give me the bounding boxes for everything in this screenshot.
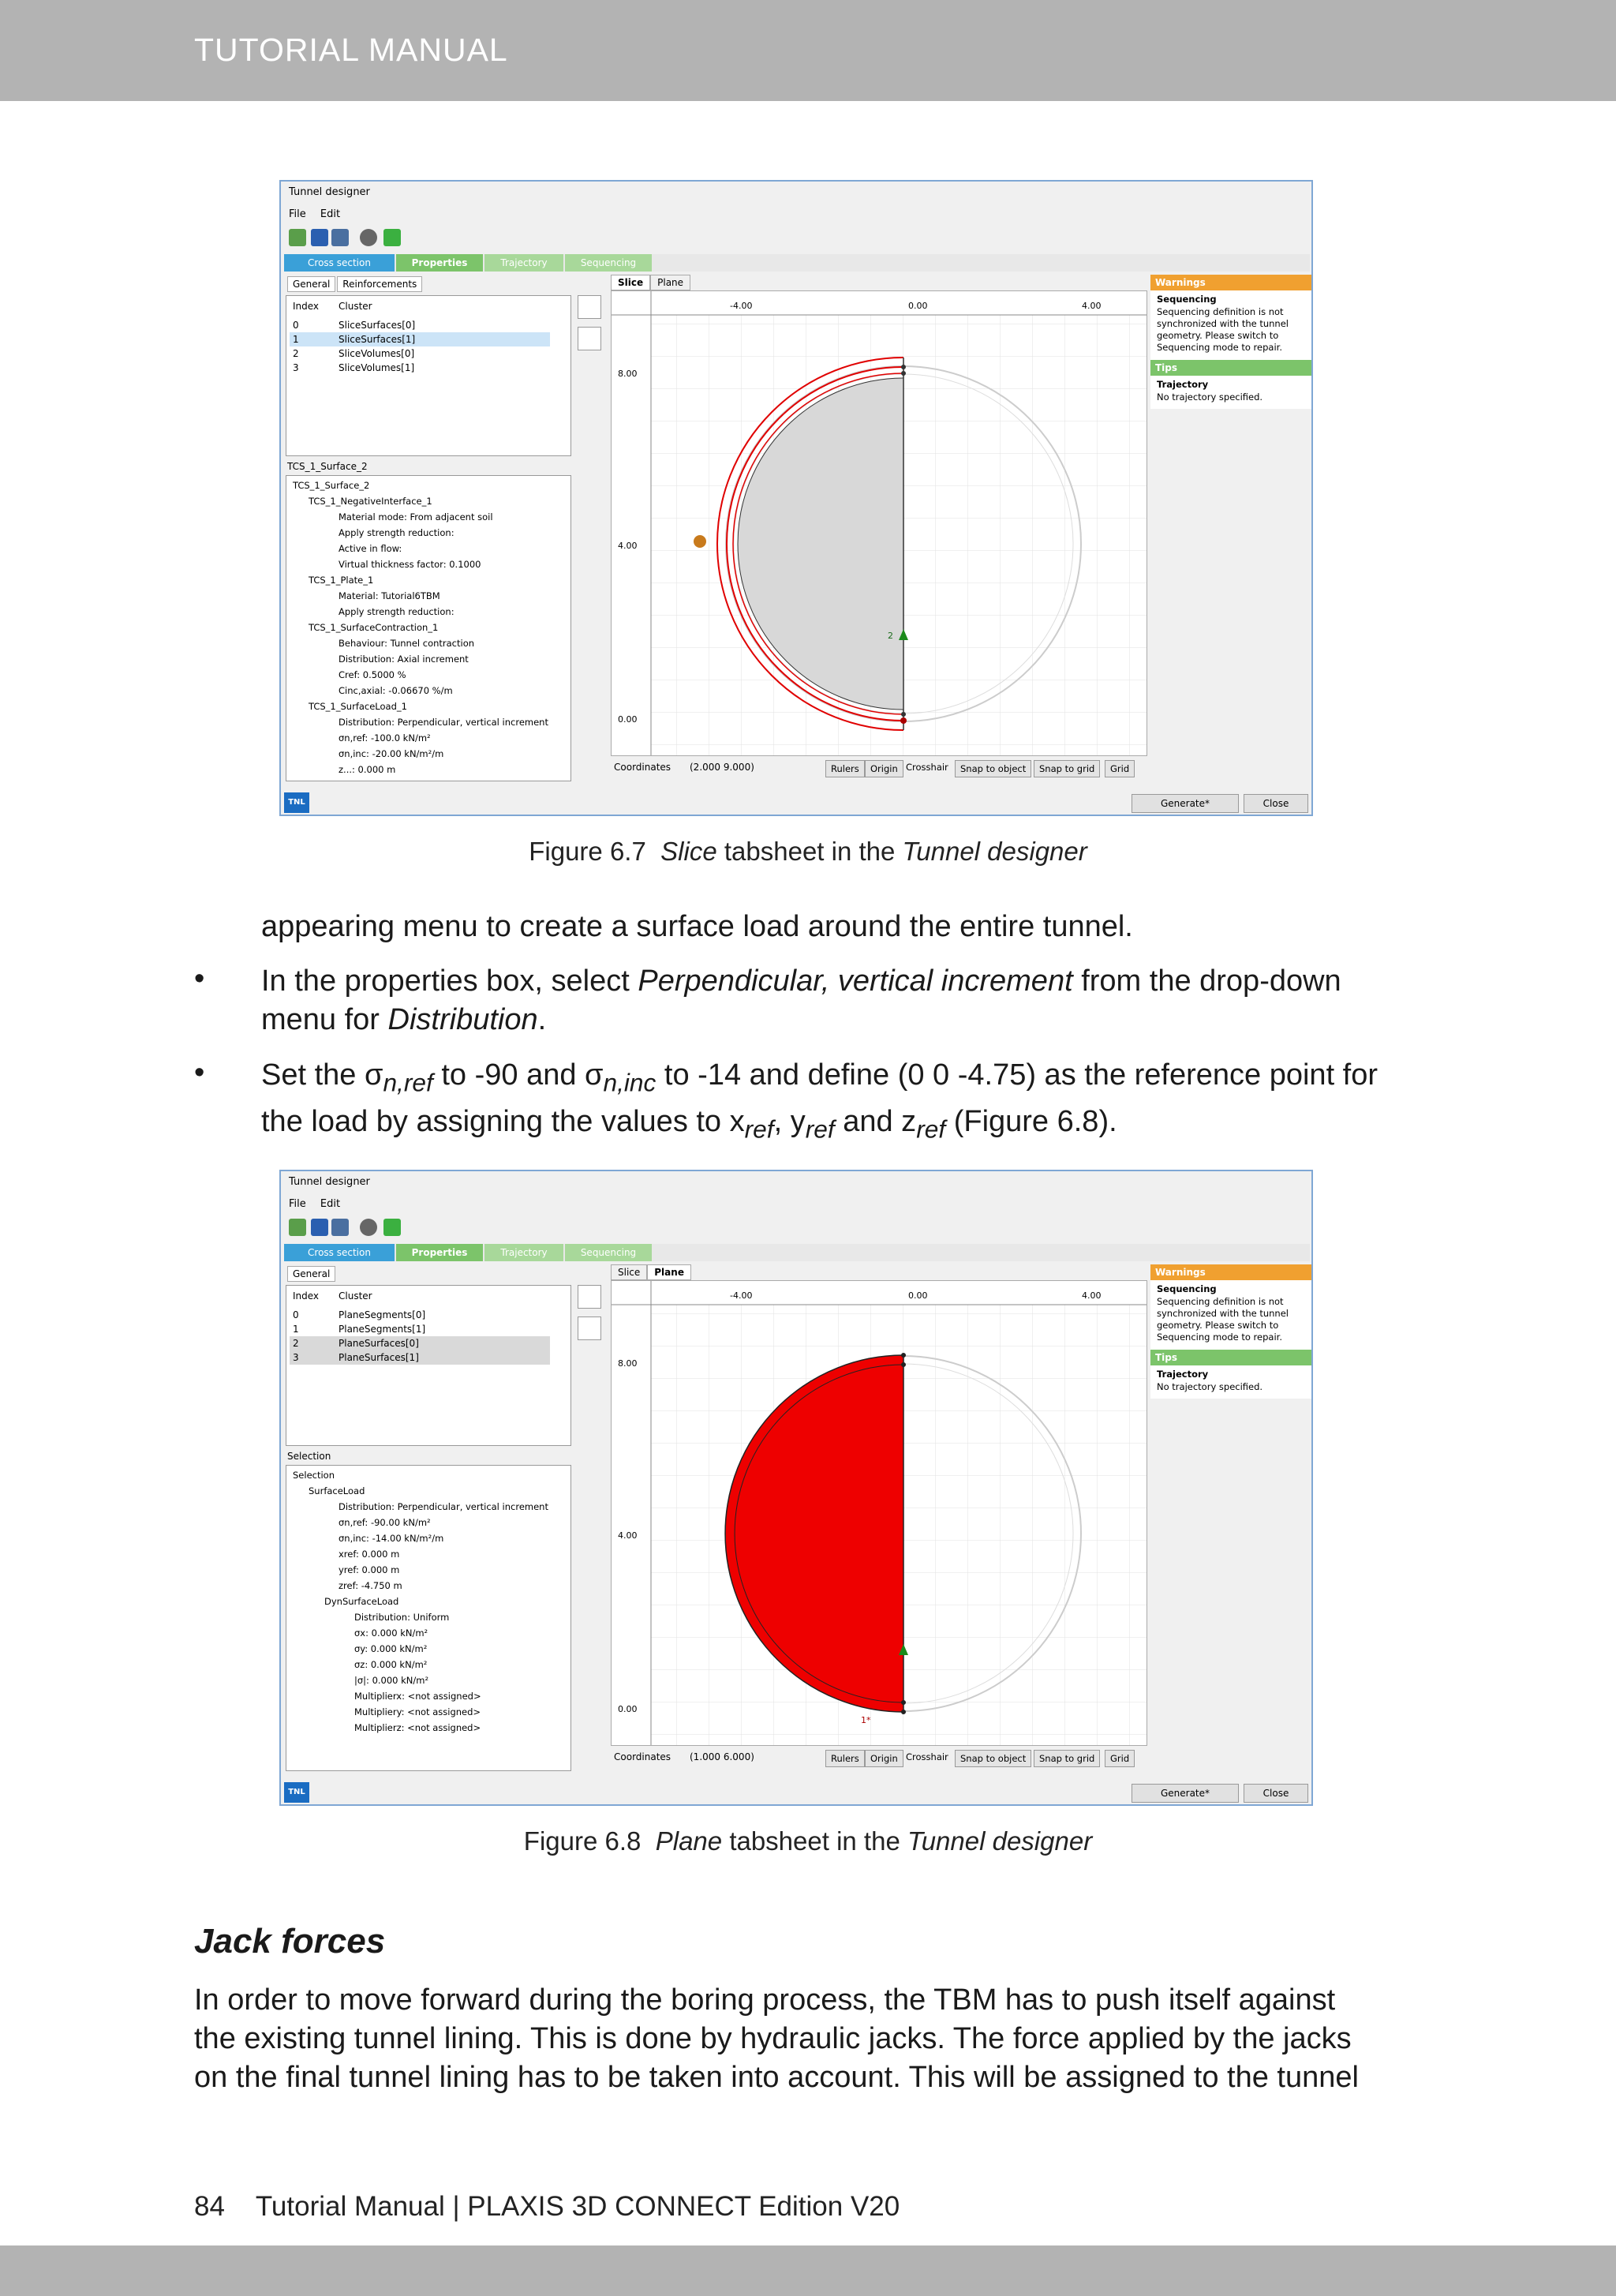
text: (Figure 6.8).: [945, 1104, 1117, 1138]
tree-node[interactable]: SurfaceLoad: [309, 1485, 365, 1496]
tree-leaf: xref: 0.000 m: [339, 1549, 400, 1560]
tips-header: Tips: [1150, 1350, 1311, 1365]
text: , y: [773, 1104, 806, 1138]
snap-to-grid-button[interactable]: Snap to grid: [1034, 1750, 1100, 1767]
step-cross-section[interactable]: Cross section: [284, 1244, 395, 1261]
left-tabs: [287, 1266, 337, 1282]
cluster-index: 3: [293, 1352, 299, 1363]
cluster-list: [286, 295, 571, 456]
tnl-logo-icon: TNL: [284, 792, 309, 813]
page-number: 84: [194, 2191, 225, 2222]
cluster-index: 2: [293, 1338, 299, 1349]
y-tick: 4.00: [618, 541, 638, 551]
rectangle-tool-icon[interactable]: [578, 1317, 601, 1340]
canvas-tabs: [611, 1264, 691, 1280]
snap-to-object-button[interactable]: Snap to object: [955, 760, 1031, 777]
subscript: ref: [744, 1114, 774, 1144]
tab-plane[interactable]: Plane: [650, 275, 690, 290]
properties-title: TCS_1_Surface_2: [287, 461, 368, 472]
grid-button[interactable]: Grid: [1105, 1750, 1135, 1767]
section-title: Jack forces: [194, 1922, 386, 1961]
footer-title: Tutorial Manual | PLAXIS 3D CONNECT Edition V20: [255, 2191, 900, 2222]
caption-italic: Tunnel designer: [902, 837, 1087, 866]
subscript: ref: [916, 1114, 946, 1144]
rulers-button[interactable]: Rulers: [825, 1750, 865, 1767]
x-tick: 4.00: [1082, 1290, 1102, 1301]
export-icon[interactable]: [331, 229, 349, 246]
tab-slice[interactable]: Slice: [611, 1264, 647, 1280]
step-sequencing[interactable]: Sequencing: [565, 1244, 652, 1261]
warning-text: Sequencing definition is not synchronized with the tunnel geometry. Please switch to Sequencing mode to repair.: [1157, 306, 1289, 353]
cluster-name: SliceSurfaces[1]: [339, 334, 416, 345]
caption-number: Figure 6.8: [523, 1826, 642, 1856]
page-header: [0, 0, 1616, 101]
x-tick: 0.00: [908, 301, 928, 311]
tree-node[interactable]: TCS_1_NegativeInterface_1: [309, 496, 432, 507]
caption-number: Figure 6.7: [529, 837, 646, 866]
text: to -14 and define (0 0 -4.75) as the reference point for: [656, 1058, 1378, 1092]
tree-leaf: Apply strength reduction:: [339, 527, 454, 538]
new-icon[interactable]: [289, 1219, 306, 1236]
warnings-header: Warnings: [1150, 1264, 1311, 1280]
bullet-item-2: [261, 1056, 1378, 1148]
tree-leaf: σn,ref: -90.00 kN/m²: [339, 1517, 431, 1528]
tree-leaf: Behaviour: Tunnel contraction: [339, 638, 475, 649]
y-tick: 4.00: [618, 1530, 638, 1541]
properties-tree: [286, 475, 571, 781]
tree-leaf: σn,ref: -100.0 kN/m²: [339, 732, 431, 743]
subscript: ref: [805, 1114, 835, 1144]
rectangle-tool-icon[interactable]: [578, 327, 601, 350]
origin-button[interactable]: Origin: [865, 760, 903, 777]
tab-reinforcements[interactable]: Reinforcements: [337, 276, 422, 292]
cluster-name: PlaneSegments[1]: [339, 1324, 426, 1335]
x-tick: 4.00: [1082, 301, 1102, 311]
footer-bar: [0, 2245, 1616, 2296]
tree-leaf: σy: 0.000 kN/m²: [354, 1643, 428, 1654]
subscript: n,ref: [383, 1068, 433, 1097]
page-footer: [194, 2191, 900, 2223]
select-tool-icon[interactable]: [578, 295, 601, 319]
tree-leaf: Multipliery: <not assigned>: [354, 1706, 481, 1717]
warning-title: Sequencing: [1157, 294, 1217, 305]
list-item-selected[interactable]: [290, 332, 550, 346]
x-tick: -4.00: [730, 1290, 753, 1301]
coordinates-label: Coordinates: [614, 762, 671, 773]
tip-title: Trajectory: [1157, 1369, 1209, 1380]
cluster-index: 0: [293, 320, 299, 331]
tree-leaf: σx: 0.000 kN/m²: [354, 1627, 428, 1639]
text: from the drop-down: [1072, 964, 1341, 998]
window-bottom-bar: [281, 1779, 1311, 1804]
x-tick: -4.00: [730, 301, 753, 311]
tips-header: Tips: [1150, 360, 1311, 376]
menu-file[interactable]: File: [289, 1198, 306, 1210]
cluster-index: 3: [293, 362, 299, 373]
header-title: TUTORIAL MANUAL: [194, 32, 508, 68]
tree-leaf: Multiplierz: <not assigned>: [354, 1722, 481, 1733]
tree-leaf: Multiplierx: <not assigned>: [354, 1691, 481, 1702]
step-trajectory[interactable]: Trajectory: [484, 1244, 563, 1261]
cluster-index: 1: [293, 1324, 299, 1335]
tree-leaf: Distribution: Perpendicular, vertical increment: [339, 1501, 548, 1512]
tree-leaf: Cinc,axial: -0.06670 %/m: [339, 685, 453, 696]
tree-leaf: Distribution: Perpendicular, vertical increment: [339, 717, 548, 728]
drawing-canvas[interactable]: [611, 1280, 1147, 1746]
properties-tree: [286, 1465, 571, 1771]
toolbar: [286, 226, 522, 249]
list-item[interactable]: [290, 346, 550, 361]
list-item[interactable]: [290, 1308, 550, 1322]
figure-6-7-caption: [0, 837, 1616, 867]
bullet: •: [194, 1056, 205, 1089]
point-marker: 2: [888, 631, 893, 641]
text: .: [537, 1003, 547, 1036]
caption-italic: Tunnel designer: [907, 1826, 1093, 1856]
select-tool-icon[interactable]: [578, 1285, 601, 1309]
step-sequencing[interactable]: Sequencing: [565, 254, 652, 272]
tab-general[interactable]: General: [287, 276, 335, 292]
tree-leaf: yref: 0.000 m: [339, 1564, 400, 1575]
cluster-header: [290, 1289, 550, 1303]
step-properties[interactable]: Properties: [396, 254, 483, 272]
y-tick: 0.00: [618, 1704, 638, 1714]
tree-leaf: σz: 0.000 kN/m²: [354, 1659, 428, 1670]
export-icon[interactable]: [331, 1219, 349, 1236]
cluster-header-label: Cluster: [339, 1290, 372, 1302]
rulers-button[interactable]: Rulers: [825, 760, 865, 777]
text-italic: Distribution: [387, 1003, 538, 1036]
tree-node[interactable]: TCS_1_SurfaceContraction_1: [309, 622, 439, 633]
text: the load by assigning the values to x: [261, 1104, 745, 1138]
cluster-index: 2: [293, 348, 299, 359]
menu-file[interactable]: File: [289, 208, 306, 220]
cluster-index: 1: [293, 334, 299, 345]
y-tick: 0.00: [618, 714, 638, 725]
close-button[interactable]: Close: [1244, 1784, 1308, 1803]
cluster-name: SliceSurfaces[0]: [339, 320, 416, 331]
coordinates-value: (1.000 6.000): [690, 1751, 754, 1762]
toolbar: [286, 1215, 522, 1239]
slice-drawing: [612, 291, 1147, 755]
figure-6-8-window: [279, 1170, 1313, 1806]
move-icon[interactable]: [383, 1219, 401, 1236]
y-tick: 8.00: [618, 1358, 638, 1369]
warning-title: Sequencing: [1157, 1283, 1217, 1294]
figure-6-8-caption: [0, 1826, 1616, 1856]
grid-button[interactable]: Grid: [1105, 760, 1135, 777]
figure-6-7-window: [279, 180, 1313, 816]
tree-leaf: Apply strength reduction:: [339, 606, 454, 617]
tip-text: No trajectory specified.: [1157, 1381, 1263, 1392]
crosshair-button[interactable]: Crosshair: [906, 762, 948, 773]
snap-to-object-button[interactable]: Snap to object: [955, 1750, 1031, 1767]
cluster-index: 0: [293, 1309, 299, 1320]
menu-edit[interactable]: Edit: [320, 208, 341, 220]
warnings-header: Warnings: [1150, 275, 1311, 290]
tree-node[interactable]: TCS_1_Plate_1: [309, 575, 374, 586]
tip-text: No trajectory specified.: [1157, 391, 1263, 403]
menu-bar: [289, 1198, 351, 1210]
tree-leaf: Virtual thickness factor: 0.1000: [339, 559, 481, 570]
cluster-name: PlaneSurfaces[1]: [339, 1352, 419, 1363]
tab-plane[interactable]: Plane: [647, 1264, 691, 1280]
drawing-canvas[interactable]: [611, 290, 1147, 756]
tree-leaf: Active in flow:: [339, 543, 402, 554]
paragraph-line: on the final tunnel lining has to be taken into account. This will be assigned to the tunnel: [194, 2061, 1359, 2094]
step-cross-section[interactable]: Cross section: [284, 254, 395, 272]
zoom-icon[interactable]: [360, 1219, 377, 1236]
plane-drawing: [612, 1281, 1147, 1745]
list-item[interactable]: [290, 361, 550, 375]
zoom-icon[interactable]: [360, 229, 377, 246]
caption-text: tabsheet in the: [729, 1826, 900, 1856]
caption-italic: Slice: [660, 837, 717, 866]
new-icon[interactable]: [289, 229, 306, 246]
subscript: n,inc: [603, 1068, 656, 1097]
window-title: Tunnel designer: [289, 1176, 370, 1188]
window-title: Tunnel designer: [289, 186, 370, 198]
paragraph-line: the existing tunnel lining. This is done by hydraulic jacks. The force applied by the jacks: [194, 2022, 1352, 2055]
snap-to-grid-button[interactable]: Snap to grid: [1034, 760, 1100, 777]
tab-general[interactable]: General: [287, 1266, 335, 1282]
caption-italic: Plane: [655, 1826, 723, 1856]
generate-button[interactable]: Generate*: [1132, 1784, 1239, 1803]
tree-node[interactable]: TCS_1_Surface_2: [293, 480, 370, 491]
tree-leaf: σn,inc: -20.00 kN/m²/m: [339, 748, 444, 759]
tree-leaf: |σ|: 0.000 kN/m²: [354, 1675, 429, 1686]
cluster-header-label: Cluster: [339, 301, 372, 312]
info-pane: [1150, 275, 1311, 409]
tree-leaf: Material mode: From adjacent soil: [339, 511, 493, 522]
cluster-name: SliceVolumes[1]: [339, 362, 415, 373]
canvas-tabs: [611, 275, 690, 290]
text: Set the σ: [261, 1058, 383, 1092]
mode-steps: [284, 1244, 1310, 1261]
crosshair-button[interactable]: Crosshair: [906, 1751, 948, 1762]
tree-node[interactable]: Selection: [293, 1470, 335, 1481]
tree-leaf: Material: Tutorial6TBM: [339, 590, 440, 601]
coordinates-value: (2.000 9.000): [690, 762, 754, 773]
paragraph-line: In order to move forward during the boring process, the TBM has to push itself against: [194, 1983, 1336, 2017]
close-button[interactable]: Close: [1244, 794, 1308, 813]
list-item-selected[interactable]: [290, 1336, 550, 1350]
text: and z: [834, 1104, 917, 1138]
list-item[interactable]: [290, 1322, 550, 1336]
origin-point[interactable]: [694, 535, 706, 548]
cluster-name: PlaneSegments[0]: [339, 1309, 426, 1320]
index-header: Index: [293, 301, 320, 312]
tree-leaf: Distribution: Uniform: [354, 1612, 450, 1623]
warning-text: Sequencing definition is not synchronized with the tunnel geometry. Please switch to Sequencing mode to repair.: [1157, 1296, 1289, 1343]
point-marker: 1*: [861, 1715, 871, 1725]
cluster-header: [290, 299, 550, 313]
tree-leaf: Cref: 0.5000 %: [339, 669, 406, 680]
tree-leaf: z...: 0.000 m: [339, 764, 396, 775]
status-bar: [611, 1747, 1147, 1768]
tnl-logo-icon: TNL: [284, 1782, 309, 1803]
step-properties[interactable]: Properties: [396, 1244, 483, 1261]
text: In the properties box, select: [261, 964, 638, 998]
move-icon[interactable]: [383, 229, 401, 246]
tab-slice[interactable]: Slice: [611, 275, 650, 290]
window-bottom-bar: [281, 789, 1311, 815]
tree-leaf: σn,inc: -14.00 kN/m²/m: [339, 1533, 444, 1544]
tip-title: Trajectory: [1157, 379, 1209, 390]
generate-button[interactable]: Generate*: [1132, 794, 1239, 813]
cluster-name: PlaneSurfaces[0]: [339, 1338, 419, 1349]
bullet: •: [194, 962, 205, 995]
caption-text: tabsheet in the: [724, 837, 896, 866]
save-icon[interactable]: [311, 229, 328, 246]
left-tabs: [287, 276, 424, 292]
properties-title: Selection: [287, 1451, 331, 1462]
coordinates-label: Coordinates: [614, 1751, 671, 1762]
y-tick: 8.00: [618, 369, 638, 379]
mode-steps: [284, 254, 1310, 272]
list-item-selected[interactable]: [290, 1350, 550, 1365]
list-item[interactable]: [290, 318, 550, 332]
origin-button[interactable]: Origin: [865, 1750, 903, 1767]
tree-leaf: Distribution: Axial increment: [339, 654, 469, 665]
cluster-list: [286, 1285, 571, 1446]
menu-bar: [289, 208, 351, 220]
step-trajectory[interactable]: Trajectory: [484, 254, 563, 272]
x-tick: 0.00: [908, 1290, 928, 1301]
tree-node[interactable]: DynSurfaceLoad: [324, 1596, 399, 1607]
info-pane: [1150, 1264, 1311, 1399]
tree-leaf: zref: -4.750 m: [339, 1580, 402, 1591]
tree-node[interactable]: TCS_1_SurfaceLoad_1: [309, 701, 407, 712]
menu-edit[interactable]: Edit: [320, 1198, 341, 1210]
status-bar: [611, 758, 1147, 778]
paragraph-line: appearing menu to create a surface load around the entire tunnel.: [261, 910, 1133, 943]
text: menu for: [261, 1003, 388, 1036]
bullet-item-1: [261, 962, 1341, 1039]
index-header: Index: [293, 1290, 320, 1302]
text-italic: Perpendicular, vertical increment: [638, 964, 1073, 998]
save-icon[interactable]: [311, 1219, 328, 1236]
cluster-name: SliceVolumes[0]: [339, 348, 415, 359]
text: to -90 and σ: [432, 1058, 604, 1092]
